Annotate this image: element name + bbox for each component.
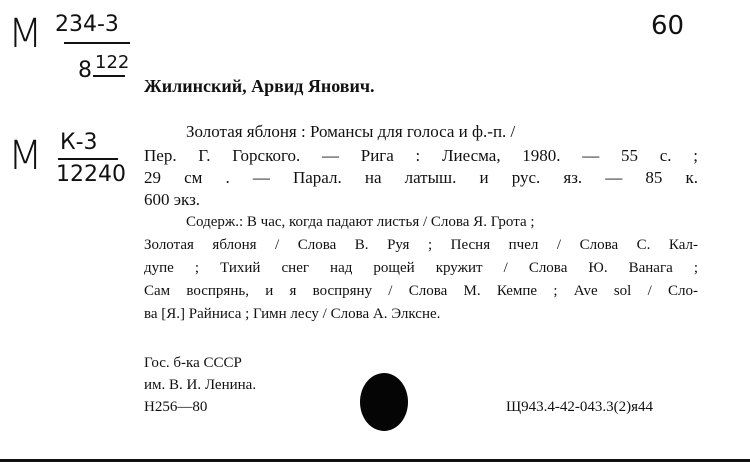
ink-blot (360, 373, 408, 431)
title-line-1: Золотая яблоня : Романсы для голоса и ф.-п. / (186, 122, 516, 141)
title-line-3: 29 см . — Парал. на латыш. и рус. яз. — 85 к. (144, 168, 698, 187)
library-line-3: Н256—80 (144, 399, 208, 415)
library-line-2: им. В. И. Ленина. (144, 377, 257, 393)
library-line-1: Гос. б-ка СССР (144, 355, 242, 371)
title-line-2: Пер. Г. Горского. — Рига : Лиесма, 1980. — 55 с. ; (144, 146, 698, 165)
author-heading: Жилинский, Арвид Янович. (144, 76, 375, 96)
call-mark-1-underline (64, 42, 130, 44)
title-line-4: 600 экз. (144, 190, 201, 209)
call-mark-1-bottom-left: 8 (78, 58, 92, 83)
call-mark-1-top: 234-3 (55, 12, 119, 37)
call-mark-2-letter: М (8, 133, 42, 179)
corner-number: 60 (651, 11, 685, 41)
contents-line-2: Золотая яблоня / Слова В. Руя ; Песня пчел / Слова С. Кал- (144, 237, 698, 253)
call-mark-1-letter: М (8, 11, 42, 57)
call-mark-1-bottom-underline (93, 75, 125, 77)
call-mark-1-bottom-right: 122 (95, 52, 130, 73)
contents-line-5: ва [Я.] Райниса ; Гимн лесу / Слова А. Элксне. (144, 306, 441, 322)
contents-line-3: дупе ; Тихий снег над рощей кружит / Слова Ю. Ванага ; (144, 260, 698, 276)
call-mark-2-bottom: 12240 (56, 162, 126, 187)
contents-line-1: Содерж.: В час, когда падают листья / Слова Я. Грота ; (186, 214, 535, 230)
call-mark-2-top: К-3 (60, 130, 98, 155)
contents-line-4: Сам воспрянь, и я воспряну / Слова М. Кемпе ; Ave sol / Сло- (144, 283, 698, 299)
call-mark-2-underline (58, 158, 118, 160)
classification-code: Щ943.4-42-043.3(2)я44 (506, 399, 654, 415)
